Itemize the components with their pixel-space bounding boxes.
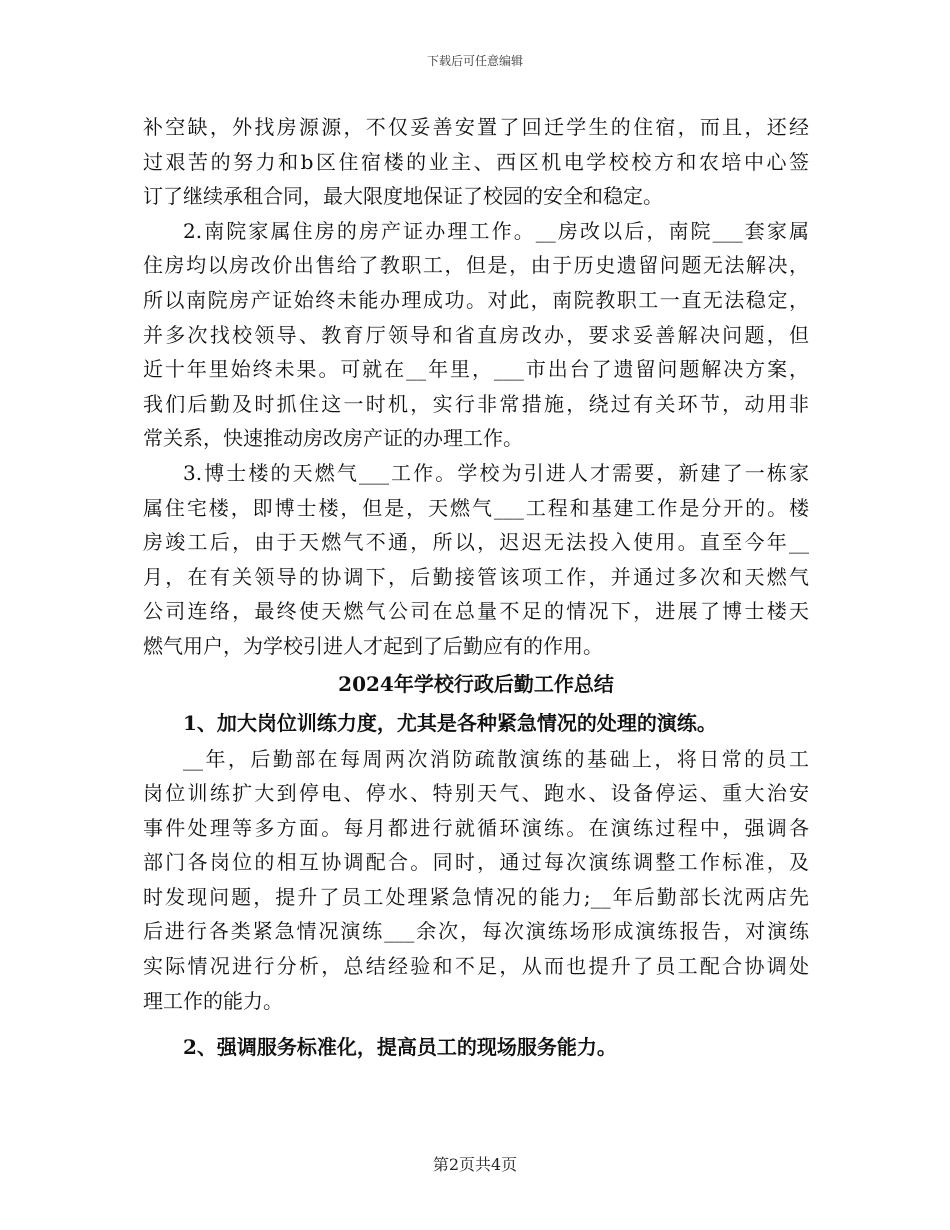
text-line: 并多次找校领导、教育厅领导和省直房改办，要求妥善解决问题，但 [143, 322, 809, 347]
paragraph-3 [143, 456, 809, 664]
text-line: 属住宅楼，即博士楼，但是，天燃气___工程和基建工作是分开的。楼 [143, 495, 809, 520]
text-line: 时发现问题，提升了员工处理紧急情况的能力;__年后勤部长沈两店先 [143, 884, 809, 909]
text-line: 补空缺，外找房源源，不仅妥善安置了回迁学生的住宿，而且，还经 [143, 115, 809, 139]
text-line: 所以南院房产证始终未能办理成功。对此，南院教职工一直无法稳定， [143, 287, 809, 312]
text-line: 实际情况进行分析，总结经验和不足，从而也提升了员工配合协调处 [143, 954, 809, 979]
text-line: 常关系，快速推动房改房产证的办理工作。 [143, 426, 523, 451]
text-line: __年，后勤部在每周两次消防疏散演练的基础上，将日常的员工 [183, 746, 809, 771]
section-heading-1: 1、加大岗位训练力度，尤其是各种紧急情况的处理的演练。 [183, 710, 717, 735]
text-line: 我们后勤及时抓住这一时机，实行非常措施，绕过有关环节，动用非 [143, 391, 809, 416]
page-header: 下载后可任意编辑 [426, 54, 523, 68]
section-title: 2024年学校行政后勤工作总结 [338, 671, 614, 696]
text-line: 住房均以房改价出售给了教职工，但是，由于历史遗留问题无法解决， [143, 253, 809, 278]
text-line: 3.博士楼的天燃气___工作。学校为引进人才需要，新建了一栋家 [183, 460, 809, 485]
text-line: 岗位训练扩大到停电、停水、特别天气、跑水、设备停运、重大治安 [143, 781, 809, 806]
page-footer: 第2页共4页 [432, 1155, 518, 1174]
text-line: 公司连络，最终使天燃气公司在总量不足的情况下，进展了博士楼天 [143, 599, 809, 624]
section-heading-2: 2、强调服务标准化，提高员工的现场服务能力。 [183, 1035, 617, 1060]
text-line: 近十年里始终未果。可就在__年里，___市出台了遗留问题解决方案， [143, 357, 809, 382]
text-line: 月，在有关领导的协调下，后勤接管该项工作，并通过多次和天燃气 [143, 564, 809, 589]
text-line: 2.南院家属住房的房产证办理工作。__房改以后，南院___套家属 [183, 218, 809, 243]
text-line: 燃气用户，为学校引进人才起到了后勤应有的作用。 [143, 633, 603, 658]
paragraph-4 [143, 742, 809, 1019]
text-line: 理工作的能力。 [143, 988, 283, 1013]
spacer [143, 1018, 809, 1028]
text-line: 后进行各类紧急情况演练___余次，每次演练场形成演练报告，对演练 [143, 919, 809, 944]
text-line: 房竣工后，由于天燃气不通，所以，迟迟无法投入使用。直至今年__ [143, 530, 809, 555]
paragraph-1 [143, 110, 809, 214]
document-body [143, 110, 809, 1066]
text-line: 订了继续承租合同，最大限度地保证了校园的安全和稳定。 [143, 184, 663, 209]
text-line: 过艰苦的努力和b区住宿楼的业主、西区机电学校校方和农培中心签 [143, 149, 809, 174]
text-line: 部门各岗位的相互协调配合。同时，通过每次演练调整工作标准，及 [143, 850, 809, 875]
text-line: 事件处理等多方面。每月都进行就循环演练。在演练过程中，强调各 [143, 815, 809, 840]
paragraph-2 [143, 214, 809, 456]
